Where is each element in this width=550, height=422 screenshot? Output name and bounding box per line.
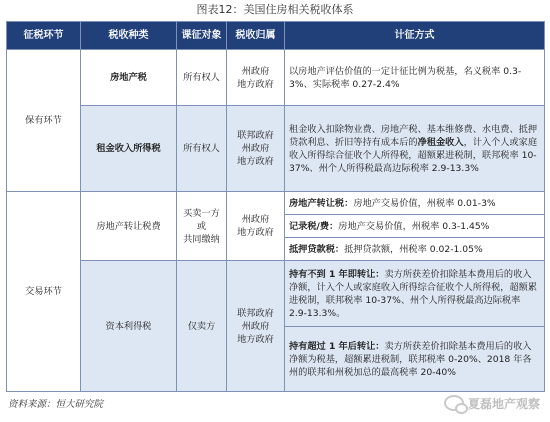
table-row — [7, 50, 545, 106]
method-rent — [285, 106, 545, 192]
method-capital-short-label: 持有不到 1 年即转让： — [289, 268, 385, 280]
method-transfer-2-label: 记录税/费： — [289, 220, 339, 232]
watermark-text: 夏磊地产观察 — [467, 396, 540, 411]
stage-holding: 保有环节 — [7, 50, 81, 192]
belong-transfer: 州政府 地方政府 — [227, 192, 285, 261]
header-belong: 税收归属 — [227, 22, 285, 50]
tax-property: 房地产税 — [81, 50, 177, 106]
source-note: 资料来源：恒大研究院 — [8, 399, 104, 410]
method-transfer-2-text: 房地产交易价值，州税率 0.3-1.45% — [338, 220, 490, 232]
tax-capital-gains: 资本利得税 — [81, 261, 177, 392]
header-tax-type: 税收种类 — [81, 22, 177, 50]
tax-transfer: 房地产转让税费 — [81, 192, 177, 261]
table-row — [7, 192, 545, 215]
object-capital-gains: 仅卖方 — [177, 261, 227, 392]
method-rent-post: ，计入个人或家庭收入所得综合征收个人所得税，超额累进税制，联邦税率 10-37%、州个人所得税最高边际税率 2.9-13.3% — [289, 136, 538, 174]
method-transfer-1-text: 房地产交易价值，州税率 0.01-3% — [353, 197, 496, 209]
object-property: 所有权人 — [177, 50, 227, 106]
tax-rent: 租金收入所得税 — [81, 106, 177, 192]
header-method: 计征方式 — [285, 22, 545, 50]
table-header-row — [7, 22, 545, 50]
wechat-icon — [444, 395, 464, 411]
method-transfer-1-label: 房地产转让税： — [289, 197, 354, 209]
method-property: 以房地产评估价值的一定计征比例为税基，名义税率 0.3-3%、实际税率 0.27-2.4% — [285, 50, 545, 106]
header-object: 课征对象 — [177, 22, 227, 50]
method-rent-pre: 租金收入扣除物业费、房地产税、基本维修费、水电费、抵押贷款利息、折旧等持有成本后的 — [289, 123, 538, 148]
object-transfer: 买卖一方 或 共同缴纳 — [177, 192, 227, 261]
method-transfer-3 — [285, 238, 545, 261]
tax-system-table — [6, 21, 545, 392]
method-capital-long — [285, 327, 545, 392]
method-transfer-1 — [285, 192, 545, 215]
method-transfer-3-text: 抵押贷款额，州税率 0.02-1.05% — [344, 243, 483, 255]
belong-property: 州政府 地方政府 — [227, 50, 285, 106]
method-capital-long-label: 持有超过 1 年后转让： — [289, 340, 385, 352]
method-transfer-3-label: 抵押贷款税： — [289, 243, 345, 255]
method-capital-long-text: 卖方所获差价扣除基本费用后的收入净额为税基，超额累进税制，联邦税率 0-20%、2018 年各州的联邦和州税加总的最高税率 20-40% — [289, 340, 532, 378]
table-row — [7, 106, 545, 192]
figure-title: 图表12：美国住房相关税收体系 — [196, 3, 354, 16]
method-capital-short-text: 卖方所获差价扣除基本费用后的收入净额，计入个人或家庭收入所得综合征收个人所得税，超额累进税制，联邦税率 10-37%、州个人所得税最高边际税率 2.9-13.3%。 — [289, 268, 538, 319]
stage-transaction: 交易环节 — [7, 192, 81, 392]
header-stage: 征税环节 — [7, 22, 81, 50]
method-capital-short — [285, 261, 545, 327]
watermark — [444, 391, 540, 415]
table-row — [7, 261, 545, 327]
method-transfer-2 — [285, 215, 545, 238]
belong-capital-gains: 联邦政府 州政府 地方政府 — [227, 261, 285, 392]
belong-rent: 联邦政府 州政府 地方政府 — [227, 106, 285, 192]
object-rent: 所有权人 — [177, 106, 227, 192]
method-rent-bold: 净租金收入 — [417, 136, 464, 148]
